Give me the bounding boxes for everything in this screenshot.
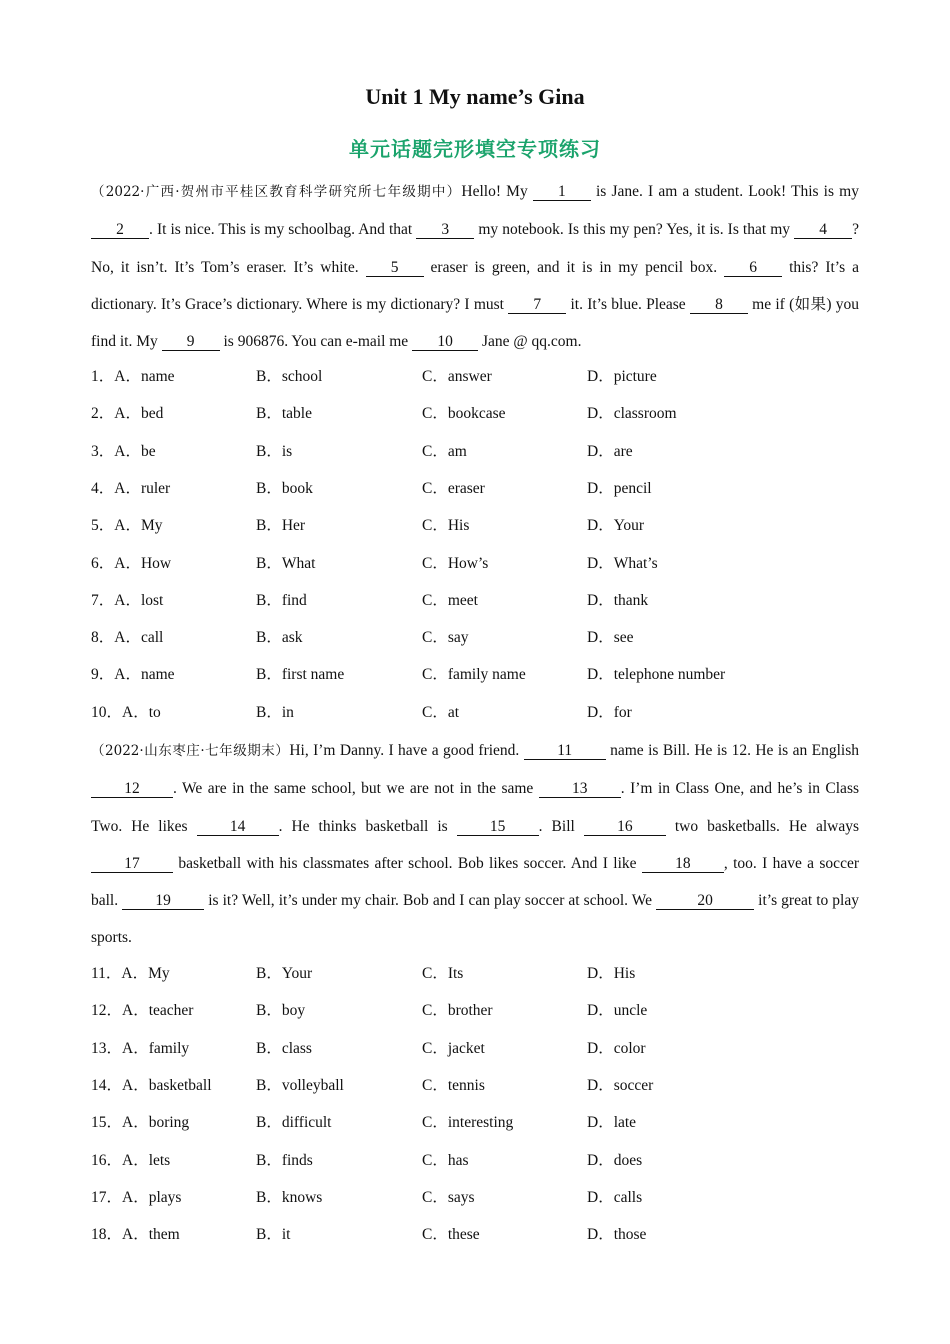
option-d[interactable]: D．Your	[587, 517, 644, 535]
option-b[interactable]: B．volleyball	[256, 1076, 344, 1094]
option-d[interactable]: D．late	[587, 1114, 637, 1132]
blank-4: 4	[794, 222, 852, 239]
blank-20: 20	[656, 893, 754, 910]
option-b[interactable]: B．book	[256, 479, 313, 497]
passage-text: it’s great to play sports.	[91, 892, 859, 947]
option-c[interactable]: C．at	[422, 703, 460, 721]
option-c[interactable]: C．jacket	[422, 1039, 485, 1057]
blank-15: 15	[457, 819, 539, 836]
passage-text: . We are in the same school, but we are not in the same	[173, 780, 539, 798]
option-c[interactable]: C．family name	[422, 666, 526, 684]
option-c[interactable]: C．meet	[422, 591, 478, 609]
option-d[interactable]: D．those	[587, 1226, 647, 1244]
option-a[interactable]: 11．A．My	[91, 965, 170, 982]
passage-text: name is Bill. He is 12. He is an English	[605, 742, 859, 759]
blank-6: 6	[724, 260, 782, 277]
blank-18: 18	[642, 856, 724, 873]
passage-text: basketball with his classmates after school. Bob likes soccer. And I like	[173, 854, 642, 872]
passage-text: ? No, it isn’t. It’s Tom’s eraser. It’s white.	[91, 221, 859, 276]
option-c[interactable]: C．tennis	[422, 1076, 485, 1094]
option-b[interactable]: B．in	[256, 703, 294, 721]
blank-2: 2	[91, 222, 149, 239]
option-a[interactable]: 15．A．boring	[91, 1114, 190, 1132]
passage-text: is 906876. You can e-mail me	[219, 333, 413, 351]
blank-16: 16	[584, 819, 666, 836]
option-d[interactable]: D．picture	[587, 368, 657, 385]
option-d[interactable]: D．soccer	[587, 1076, 654, 1094]
option-b[interactable]: B．Her	[256, 517, 306, 535]
passage-text: . He thinks basketball is	[278, 817, 457, 835]
option-a[interactable]: 6．A．How	[91, 554, 172, 572]
option-d[interactable]: D．classroom	[587, 405, 677, 423]
passage-text: is Jane. I am a student. Look! This is my	[590, 183, 859, 200]
option-b[interactable]: B．school	[256, 368, 323, 385]
option-b[interactable]: B．Your	[256, 965, 313, 982]
option-b[interactable]: B．first name	[256, 666, 345, 684]
passage-text: . Bill	[538, 817, 584, 835]
option-b[interactable]: B．knows	[256, 1188, 323, 1206]
passage-text: my notebook. Is this my pen? Yes, it is. Is that my	[474, 221, 795, 239]
option-b[interactable]: B．What	[256, 554, 316, 572]
option-b[interactable]: B．ask	[256, 629, 303, 647]
option-a[interactable]: 1．A．name	[91, 368, 175, 385]
blank-11: 11	[524, 743, 606, 760]
option-b[interactable]: B．it	[256, 1226, 291, 1244]
option-a[interactable]: 5．A．My	[91, 517, 163, 535]
blank-8: 8	[690, 297, 748, 314]
blank-7: 7	[508, 297, 566, 314]
option-c[interactable]: C．Its	[422, 965, 464, 982]
blank-3: 3	[416, 222, 474, 239]
option-b[interactable]: B．is	[256, 442, 293, 460]
option-d[interactable]: D．are	[587, 442, 633, 460]
blank-19: 19	[122, 893, 204, 910]
option-b[interactable]: B．find	[256, 591, 307, 609]
option-a[interactable]: 14．A．basketball	[91, 1076, 212, 1094]
option-a[interactable]: 12．A．teacher	[91, 1002, 194, 1020]
option-a[interactable]: 13．A．family	[91, 1039, 190, 1057]
option-c[interactable]: C．bookcase	[422, 405, 506, 423]
option-b[interactable]: B．boy	[256, 1002, 306, 1020]
option-c[interactable]: C．His	[422, 517, 470, 535]
option-a[interactable]: 3．A．be	[91, 442, 156, 460]
blank-9: 9	[162, 334, 220, 351]
option-a[interactable]: 18．A．them	[91, 1226, 180, 1244]
passage-text: eraser is green, and it is in my pencil box.	[423, 258, 725, 276]
option-c[interactable]: C．am	[422, 442, 467, 460]
option-c[interactable]: C．answer	[422, 368, 492, 385]
passage-text: this? It’s a dictionary. It’s Grace’s dictionary. Where is my dictionary? I must	[91, 258, 859, 313]
passage-1	[91, 173, 859, 360]
option-b[interactable]: B．finds	[256, 1151, 313, 1169]
page-title: Unit 1 My name’s Gina	[365, 84, 585, 109]
passage-1-source: （2022·广西·贺州市平桂区教育科学研究所七年级期中）	[91, 184, 462, 200]
passage-text: , too. I have a soccer ball.	[91, 854, 859, 910]
passage-text: Jane @ qq.com.	[478, 333, 582, 351]
option-c[interactable]: C．brother	[422, 1002, 493, 1020]
option-b[interactable]: B．table	[256, 405, 312, 423]
option-b[interactable]: B．difficult	[256, 1114, 332, 1132]
page-subtitle: 单元话题完形填空专项练习	[349, 137, 601, 161]
option-d[interactable]: D．What’s	[587, 554, 658, 572]
option-d[interactable]: D．see	[587, 629, 634, 647]
option-d[interactable]: D．for	[587, 703, 632, 721]
passage-text: Hello! My	[461, 183, 533, 200]
option-b[interactable]: B．class	[256, 1039, 312, 1057]
option-d[interactable]: D．His	[587, 965, 636, 982]
option-c[interactable]: C．these	[422, 1226, 480, 1244]
passage-text: me if (如果) you find it. My	[91, 295, 860, 351]
blank-12: 12	[91, 781, 173, 798]
option-d[interactable]: D．telephone number	[587, 666, 726, 684]
option-c[interactable]: C．interesting	[422, 1114, 514, 1132]
option-d[interactable]: D．uncle	[587, 1002, 648, 1020]
option-a[interactable]: 8．A．call	[91, 629, 164, 647]
option-d[interactable]: D．does	[587, 1151, 643, 1169]
option-d[interactable]: D．calls	[587, 1188, 643, 1206]
blank-5: 5	[366, 260, 424, 277]
option-a[interactable]: 4．A．ruler	[91, 479, 171, 497]
option-a[interactable]: 16．A．lets	[91, 1151, 171, 1169]
passage-text: . It is nice. This is my schoolbag. And that	[149, 221, 417, 239]
passage-text: it. It’s blue. Please	[566, 295, 690, 313]
option-c[interactable]: C．has	[422, 1151, 469, 1169]
blank-17: 17	[91, 856, 173, 873]
passage-2	[91, 732, 859, 957]
option-a[interactable]: 2．A．bed	[91, 405, 164, 423]
passage-text: . I’m in Class One, and he’s in Class Two. He likes	[91, 780, 860, 835]
option-d[interactable]: D．thank	[587, 591, 649, 609]
option-c[interactable]: C．say	[422, 629, 469, 647]
option-c[interactable]: C．says	[422, 1188, 475, 1206]
blank-10: 10	[412, 334, 478, 351]
option-a[interactable]: 10．A．to	[91, 703, 161, 721]
passage-text: Hi, I’m Danny. I have a good friend.	[289, 742, 524, 759]
option-a[interactable]: 17．A．plays	[91, 1188, 182, 1206]
option-a[interactable]: 7．A．lost	[91, 591, 164, 609]
blank-1: 1	[533, 184, 591, 201]
option-d[interactable]: D．color	[587, 1039, 646, 1057]
blank-13: 13	[539, 781, 621, 798]
passage-2-source: （2022·山东枣庄·七年级期末）	[91, 743, 290, 759]
option-d[interactable]: D．pencil	[587, 479, 652, 497]
passage-text: two basketballs. He always	[665, 817, 859, 835]
passage-text: is it? Well, it’s under my chair. Bob and I can play soccer at school. We	[204, 892, 657, 910]
option-c[interactable]: C．eraser	[422, 479, 485, 497]
option-c[interactable]: C．How’s	[422, 554, 489, 572]
blank-14: 14	[197, 819, 279, 836]
option-a[interactable]: 9．A．name	[91, 666, 175, 684]
